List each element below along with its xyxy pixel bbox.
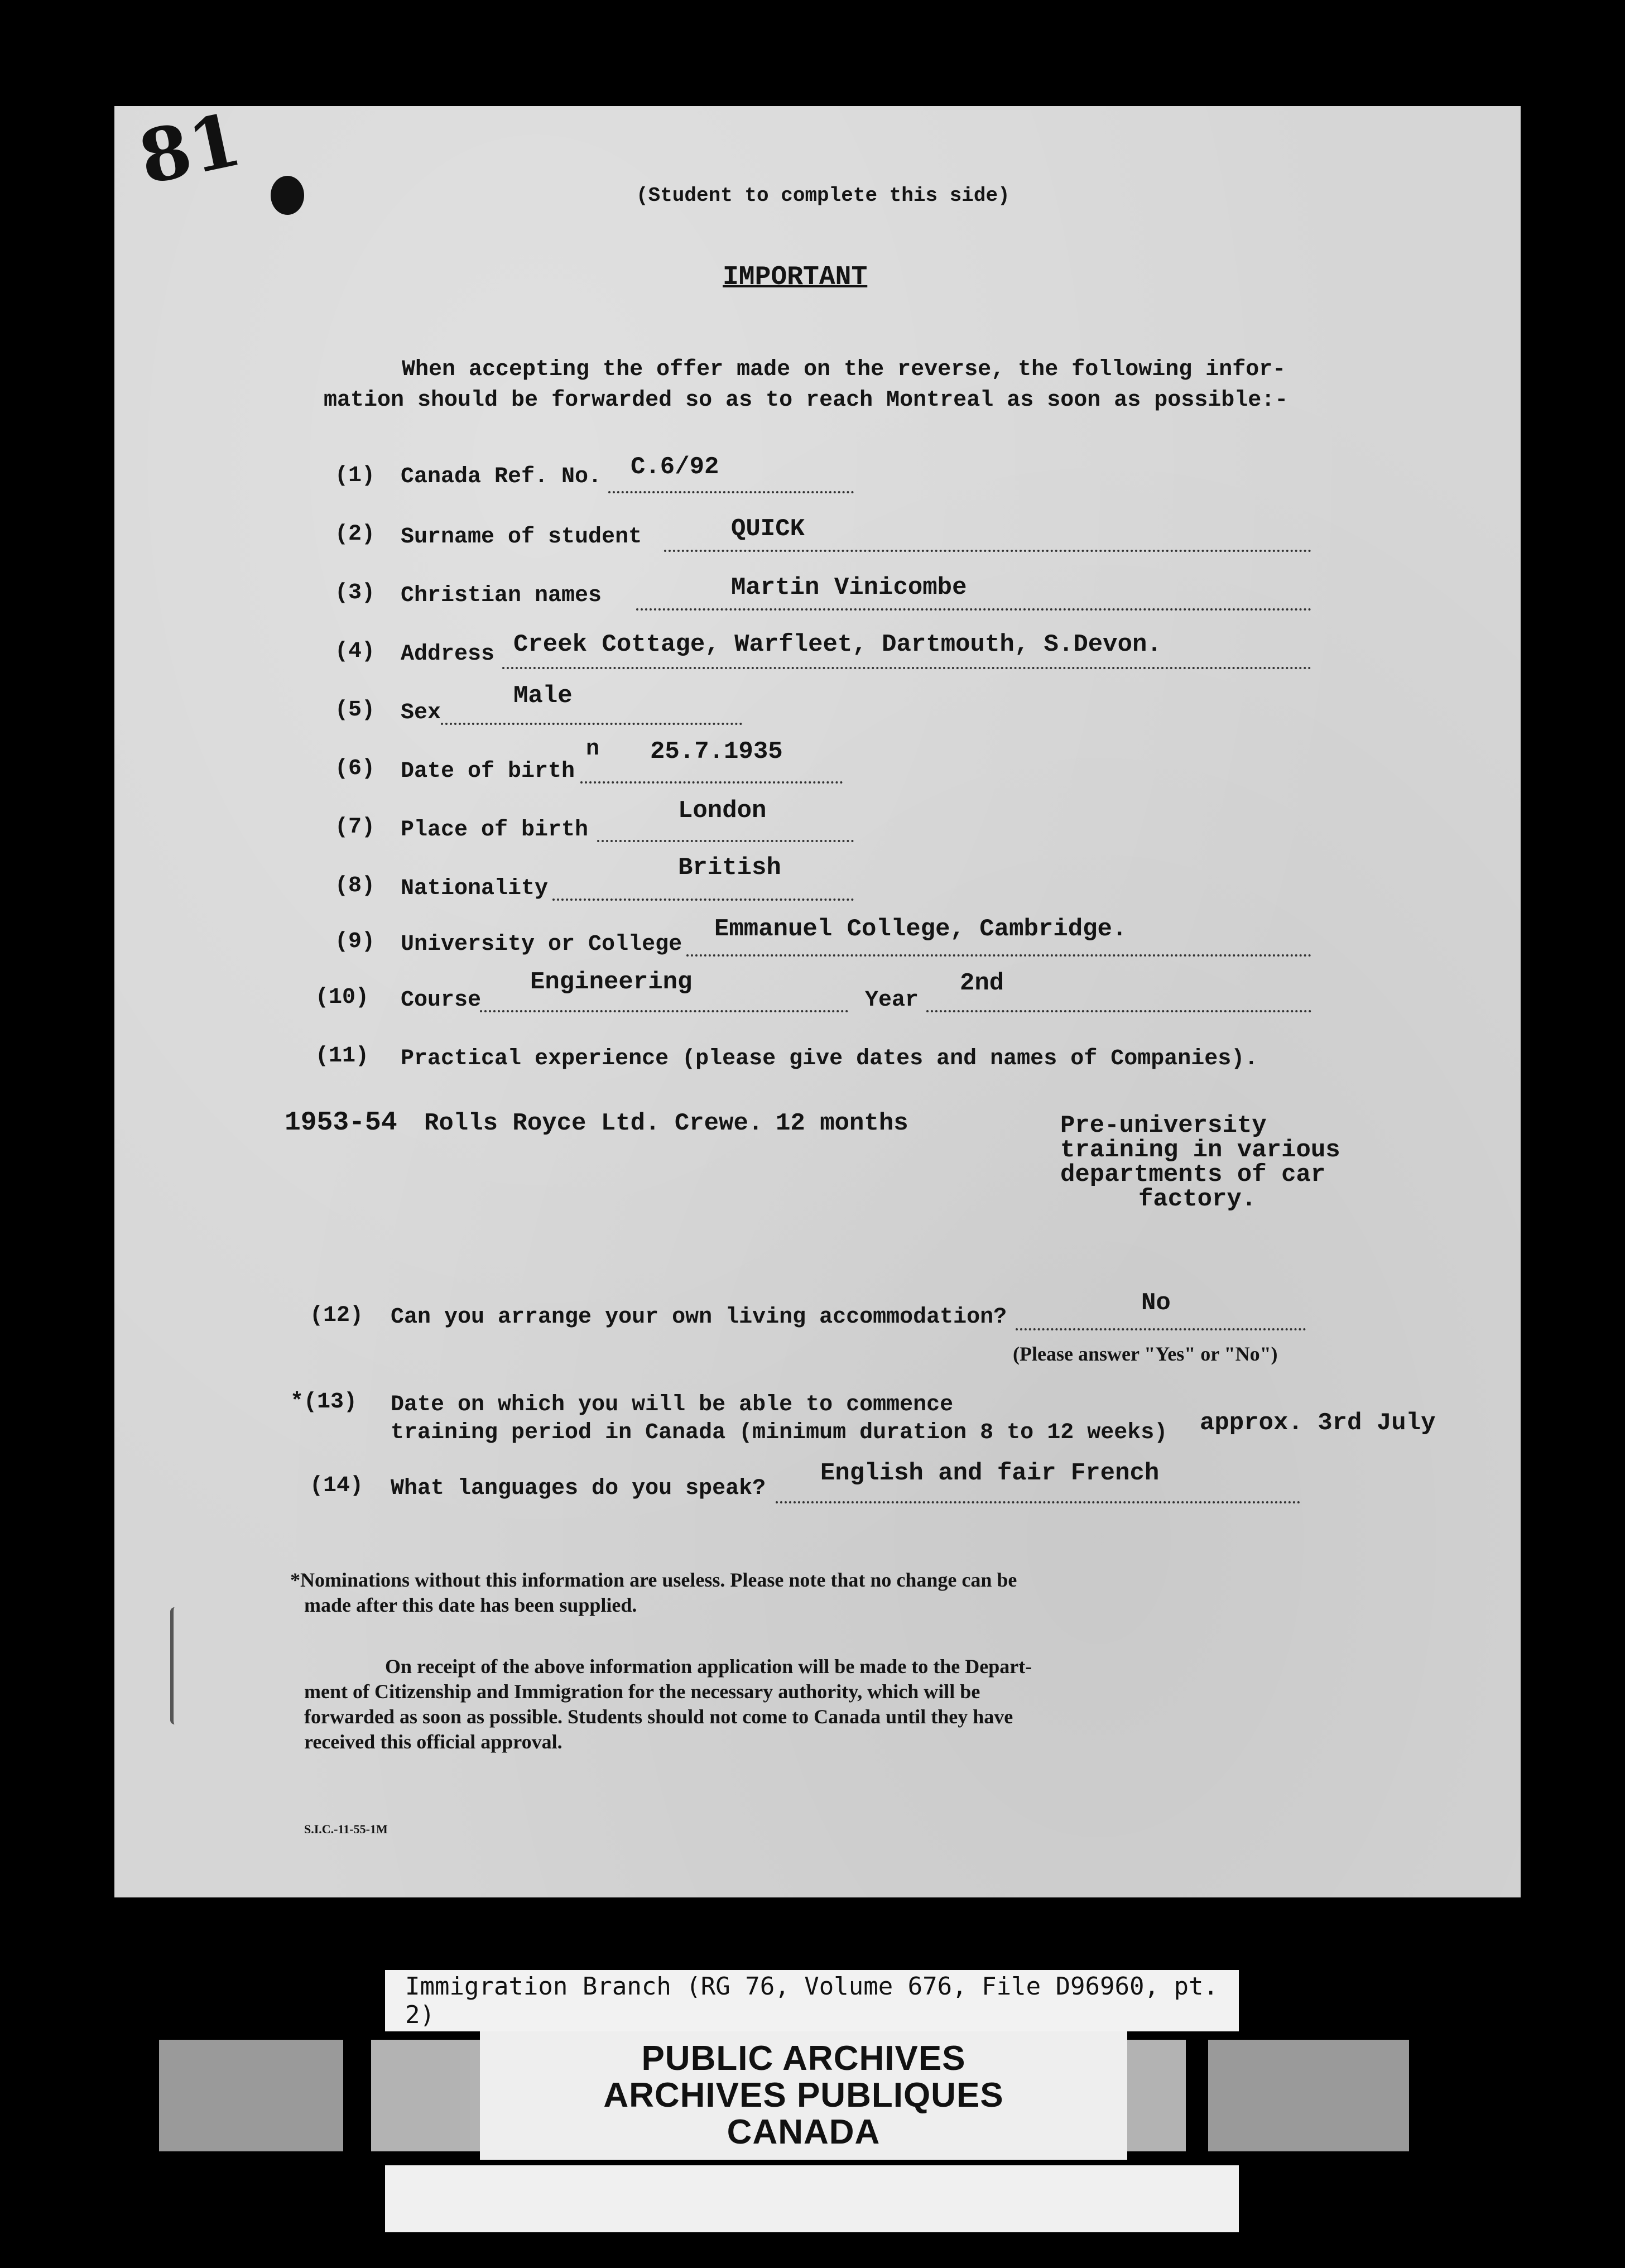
closing-line-3: forwarded as soon as possible. Students should not come to Canada until they have — [304, 1705, 1013, 1728]
field-line — [502, 667, 1311, 669]
field-line — [926, 1010, 1311, 1012]
field-number: (5) — [335, 698, 376, 723]
field-number: *(13) — [290, 1390, 358, 1415]
bottom-blank-slip — [385, 2165, 1239, 2232]
experience-note-line: training in various — [1060, 1136, 1340, 1164]
experience-company: Rolls Royce Ltd. Crewe. — [424, 1109, 763, 1137]
experience-duration: 12 months — [776, 1109, 908, 1137]
field-number: (12) — [310, 1303, 364, 1328]
field-label-date-of-birth: Date of birth — [401, 759, 575, 784]
field-value-university: Emmanuel College, Cambridge. — [714, 915, 1127, 943]
field-line — [441, 723, 742, 725]
field-label-christian-names: Christian names — [401, 583, 602, 608]
field-value-surname: QUICK — [731, 515, 805, 543]
field-value-sex: Male — [513, 682, 573, 710]
closing-line-4: received this official approval. — [304, 1731, 562, 1753]
field-number: (4) — [335, 639, 376, 664]
field-prefix-dob: n — [586, 737, 600, 762]
experience-note-line: factory. — [1138, 1185, 1257, 1213]
footnote-line-1: *Nominations without this information are useless. Please note that no change can be — [290, 1569, 1017, 1591]
experience-note-line: Pre-university — [1060, 1112, 1267, 1140]
field-line — [636, 608, 1311, 611]
experience-dates: 1953-54 — [285, 1108, 397, 1138]
field-label-nationality: Nationality — [401, 876, 549, 901]
handwritten-file-mark: 81 — [132, 96, 248, 201]
stamp-tab-right — [1208, 2040, 1409, 2151]
stamp-line-3: CANADA — [727, 2113, 881, 2151]
field-value-year: 2nd — [960, 969, 1004, 997]
field-value-address: Creek Cottage, Warfleet, Dartmouth, S.Devon. — [513, 631, 1162, 659]
public-archives-stamp — [480, 2031, 1127, 2160]
field-label-sex: Sex — [401, 700, 441, 725]
question-label-languages: What languages do you speak? — [391, 1476, 766, 1501]
field-label-ref: Canada Ref. No. — [401, 464, 602, 489]
archive-reference-text: Immigration Branch (RG 76, Volume 676, File D96960, pt. 2) — [405, 1972, 1218, 2029]
stamp-tab-left — [159, 2040, 343, 2151]
field-label-place-of-birth: Place of birth — [401, 818, 589, 843]
field-value-date-of-birth: 25.7.1935 — [650, 738, 783, 766]
field-line — [608, 491, 854, 493]
question-label-accommodation: Can you arrange your own living accommodation? — [391, 1305, 1007, 1330]
field-value-nationality: British — [678, 854, 781, 882]
stamp-line-1: PUBLIC ARCHIVES — [641, 2039, 966, 2078]
closing-line-2: ment of Citizenship and Immigration for the necessary authority, which will be — [304, 1680, 980, 1703]
experience-note-line: departments of car — [1060, 1161, 1326, 1189]
stamp-tab-left-inner — [371, 2040, 494, 2151]
field-line — [480, 1010, 848, 1012]
field-number: (14) — [310, 1473, 364, 1498]
field-line — [552, 898, 854, 901]
field-number: (9) — [335, 929, 376, 954]
stamp-line-2: ARCHIVES PUBLIQUES — [603, 2076, 1004, 2115]
field-value-place-of-birth: London — [678, 797, 767, 825]
closing-line-1: On receipt of the above information application will be made to the Depart- — [385, 1655, 1032, 1678]
field-value-christian-names: Martin Vinicombe — [731, 574, 967, 602]
question-value-languages: English and fair French — [820, 1459, 1160, 1487]
page-title: IMPORTANT — [723, 262, 868, 292]
question-value-accommodation: No — [1141, 1289, 1171, 1317]
field-number: (10) — [315, 985, 369, 1010]
field-label-practical-experience: Practical experience (please give dates and names of Companies). — [401, 1046, 1258, 1071]
field-number: (11) — [315, 1044, 369, 1069]
field-value-ref: C.6/92 — [631, 453, 719, 481]
field-line — [686, 954, 1311, 957]
field-number: (8) — [335, 873, 376, 898]
field-line — [776, 1501, 1300, 1503]
intro-line-1: When accepting the offer made on the reverse, the following infor- — [402, 357, 1286, 382]
instruction-text: (Student to complete this side) — [636, 184, 1010, 207]
form-code: S.I.C.-11-55-1M — [304, 1822, 388, 1836]
field-number: (1) — [335, 463, 376, 488]
field-number: (7) — [335, 815, 376, 840]
archive-reference-slip — [385, 1970, 1239, 2031]
experience-note — [1060, 1113, 1340, 1212]
field-label-surname: Surname of student — [401, 525, 642, 550]
field-number: (2) — [335, 522, 376, 547]
field-label-address: Address — [401, 642, 495, 667]
field-label-university: University or College — [401, 932, 682, 957]
field-number: (6) — [335, 756, 376, 781]
question-value-commence-date: approx. 3rd July — [1200, 1409, 1436, 1437]
paperclip-icon — [170, 1607, 179, 1724]
field-line — [597, 840, 854, 842]
question-13-line-1: Date on which you will be able to commence — [391, 1392, 954, 1418]
field-label-year: Year — [865, 988, 919, 1013]
question-13-line-2: training period in Canada (minimum duration 8 to 12 weeks) — [391, 1420, 1168, 1445]
ink-blot-icon — [271, 176, 304, 215]
footnote-line-2: made after this date has been supplied. — [304, 1594, 637, 1616]
intro-line-2: mation should be forwarded so as to reach Montreal as soon as possible:- — [324, 388, 1289, 413]
field-line — [1016, 1328, 1306, 1330]
field-line — [664, 550, 1311, 552]
field-value-course: Engineering — [530, 968, 693, 996]
answer-hint: (Please answer "Yes" or "No") — [1013, 1343, 1278, 1365]
field-number: (3) — [335, 580, 376, 606]
field-label-course: Course — [401, 988, 482, 1013]
field-line — [580, 781, 843, 784]
